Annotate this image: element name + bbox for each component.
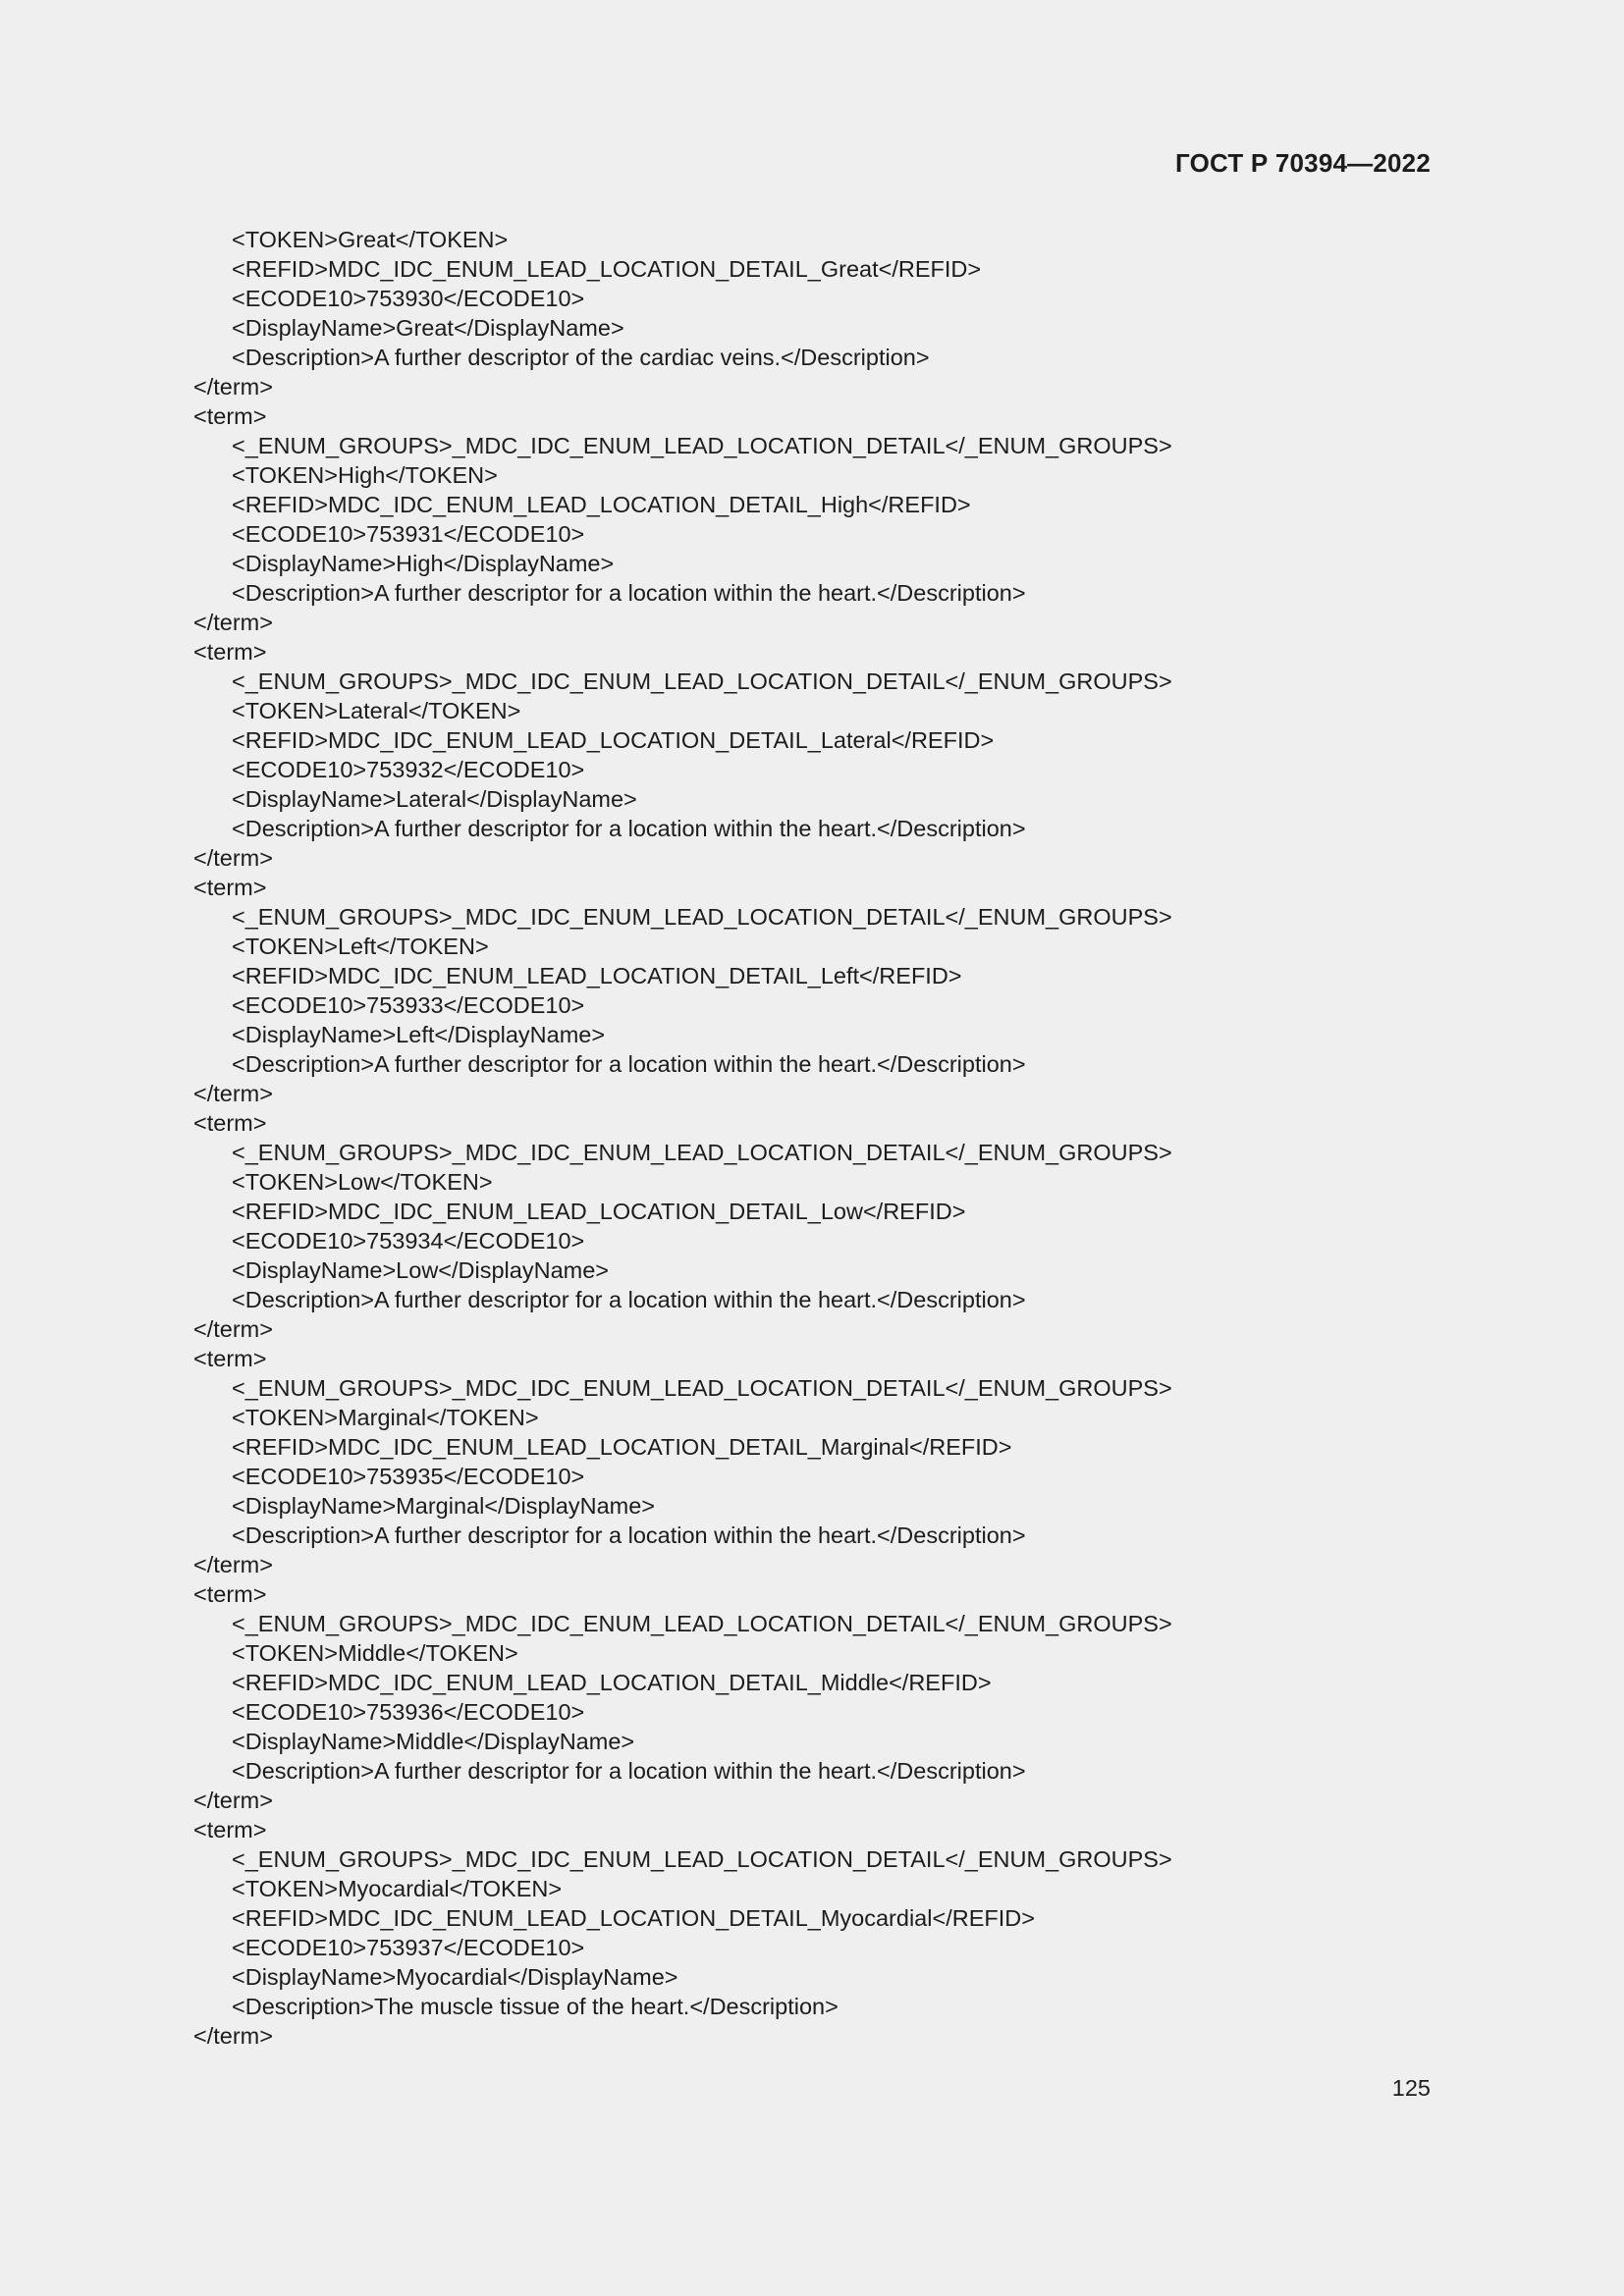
code-line: <ECODE10>753930</ECODE10>	[232, 286, 585, 311]
page-number: 125	[1391, 2075, 1431, 2101]
code-line: </term>	[193, 1316, 273, 1342]
code-line: <Description>A further descriptor for a location within the heart.</Description>	[232, 1522, 1026, 1548]
code-line: <REFID>MDC_IDC_ENUM_LEAD_LOCATION_DETAIL_Left</REFID>	[232, 963, 962, 988]
code-line: </term>	[193, 2023, 273, 2049]
code-line: <REFID>MDC_IDC_ENUM_LEAD_LOCATION_DETAIL_Myocardial</REFID>	[232, 1905, 1035, 1931]
code-line: <REFID>MDC_IDC_ENUM_LEAD_LOCATION_DETAIL_Great</REFID>	[232, 256, 982, 282]
code-line: </term>	[193, 1081, 273, 1106]
code-line: <ECODE10>753933</ECODE10>	[232, 992, 585, 1018]
code-line: <term>	[193, 1581, 267, 1607]
code-line: <Description>A further descriptor for a location within the heart.</Description>	[232, 580, 1026, 606]
code-line: <Description>A further descriptor for a location within the heart.</Description>	[232, 816, 1026, 841]
code-line: </term>	[193, 1552, 273, 1577]
code-line: <_ENUM_GROUPS>_MDC_IDC_ENUM_LEAD_LOCATION_DETAIL</_ENUM_GROUPS>	[232, 1611, 1172, 1636]
code-line: <_ENUM_GROUPS>_MDC_IDC_ENUM_LEAD_LOCATION_DETAIL</_ENUM_GROUPS>	[232, 1375, 1172, 1401]
code-line: <DisplayName>Low</DisplayName>	[232, 1257, 610, 1283]
document-header: ГОСТ Р 70394—2022	[1175, 148, 1431, 178]
code-line: <_ENUM_GROUPS>_MDC_IDC_ENUM_LEAD_LOCATION_DETAIL</_ENUM_GROUPS>	[232, 433, 1172, 458]
code-line: <_ENUM_GROUPS>_MDC_IDC_ENUM_LEAD_LOCATION_DETAIL</_ENUM_GROUPS>	[232, 1140, 1172, 1165]
code-line: <term>	[193, 1346, 267, 1371]
code-line: <Description>A further descriptor for a location within the heart.</Description>	[232, 1051, 1026, 1077]
code-line: <DisplayName>Myocardial</DisplayName>	[232, 1964, 678, 1990]
code-line: <ECODE10>753936</ECODE10>	[232, 1699, 585, 1725]
code-line: <TOKEN>Great</TOKEN>	[232, 227, 509, 252]
code-line: <_ENUM_GROUPS>_MDC_IDC_ENUM_LEAD_LOCATION_DETAIL</_ENUM_GROUPS>	[232, 668, 1172, 694]
code-line: </term>	[193, 610, 273, 635]
code-line: <TOKEN>Marginal</TOKEN>	[232, 1405, 539, 1430]
code-line: <REFID>MDC_IDC_ENUM_LEAD_LOCATION_DETAIL_Low</REFID>	[232, 1199, 966, 1224]
code-line: </term>	[193, 1788, 273, 1813]
code-line: <TOKEN>Left</TOKEN>	[232, 934, 489, 959]
code-line: <TOKEN>High</TOKEN>	[232, 462, 498, 488]
code-line: <Description>A further descriptor of the cardiac veins.</Description>	[232, 345, 930, 370]
code-line: <TOKEN>Low</TOKEN>	[232, 1169, 493, 1195]
code-line: <DisplayName>Middle</DisplayName>	[232, 1729, 635, 1754]
code-line: <REFID>MDC_IDC_ENUM_LEAD_LOCATION_DETAIL_Lateral</REFID>	[232, 727, 995, 753]
code-line: <DisplayName>Lateral</DisplayName>	[232, 786, 637, 812]
code-line: <Description>The muscle tissue of the heart.</Description>	[232, 1994, 839, 2019]
code-line: <DisplayName>Left</DisplayName>	[232, 1022, 606, 1047]
code-line: <ECODE10>753934</ECODE10>	[232, 1228, 585, 1254]
code-line: <_ENUM_GROUPS>_MDC_IDC_ENUM_LEAD_LOCATION_DETAIL</_ENUM_GROUPS>	[232, 1846, 1172, 1872]
code-line: <term>	[193, 875, 267, 900]
code-line: <Description>A further descriptor for a location within the heart.</Description>	[232, 1287, 1026, 1312]
code-line: <ECODE10>753937</ECODE10>	[232, 1935, 585, 1960]
code-line: <term>	[193, 1110, 267, 1136]
code-line: </term>	[193, 374, 273, 400]
code-line: <TOKEN>Middle</TOKEN>	[232, 1640, 518, 1666]
xml-listing	[193, 225, 1431, 2051]
code-line: <REFID>MDC_IDC_ENUM_LEAD_LOCATION_DETAIL_High</REFID>	[232, 492, 971, 517]
code-line: <ECODE10>753935</ECODE10>	[232, 1464, 585, 1489]
code-line: <DisplayName>Great</DisplayName>	[232, 315, 624, 341]
code-line: <_ENUM_GROUPS>_MDC_IDC_ENUM_LEAD_LOCATION_DETAIL</_ENUM_GROUPS>	[232, 904, 1172, 930]
code-line: <DisplayName>High</DisplayName>	[232, 551, 615, 576]
code-line: <term>	[193, 639, 267, 665]
code-line: <Description>A further descriptor for a location within the heart.</Description>	[232, 1758, 1026, 1784]
code-line: <ECODE10>753932</ECODE10>	[232, 757, 585, 782]
code-line: <term>	[193, 1817, 267, 1842]
code-line: <REFID>MDC_IDC_ENUM_LEAD_LOCATION_DETAIL_Middle</REFID>	[232, 1670, 992, 1695]
code-line: <TOKEN>Lateral</TOKEN>	[232, 698, 521, 723]
code-line: <term>	[193, 403, 267, 429]
code-line: </term>	[193, 845, 273, 871]
code-line: <REFID>MDC_IDC_ENUM_LEAD_LOCATION_DETAIL_Marginal</REFID>	[232, 1434, 1012, 1460]
code-line: <ECODE10>753931</ECODE10>	[232, 521, 585, 547]
code-line: <TOKEN>Myocardial</TOKEN>	[232, 1876, 563, 1901]
code-line: <DisplayName>Marginal</DisplayName>	[232, 1493, 656, 1519]
